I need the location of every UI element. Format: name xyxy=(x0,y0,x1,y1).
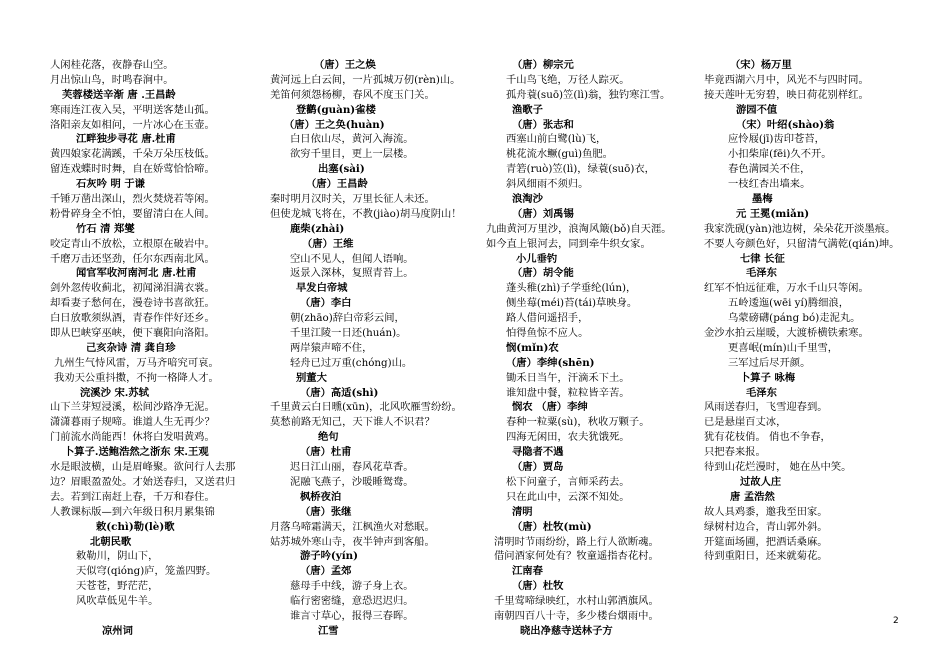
poem-heading: 晓出净慈寺送林子方 xyxy=(520,624,613,637)
poem-line: 人教课标版—到六年级日积月累集锦 xyxy=(50,505,215,518)
poem-heading: 寻隐者不遇 xyxy=(512,446,564,459)
poem-line: 千山鸟飞绝，万径人踪灭。 xyxy=(506,73,630,86)
poem-heading: 出塞(sài) xyxy=(318,163,365,176)
poem-line: 欲穷千里目，更上一层楼。 xyxy=(290,148,414,161)
poem-line xyxy=(50,609,268,624)
column-1 xyxy=(50,58,268,639)
poem-line: 姑苏城外寒山寺，夜半钟声到客船。 xyxy=(270,535,435,548)
poem-line: 空山不见人，但闻人语响。 xyxy=(290,252,414,265)
poem-heading: 北朝民歌 xyxy=(90,535,132,548)
poem-heading: 元 王冕(miǎn) xyxy=(736,207,810,220)
poem-heading: （宋）叶绍(shào)翁 xyxy=(736,118,835,131)
poem-line: 五岭逶迤(wēi yí)腾细浪， xyxy=(728,297,849,310)
poem-line: 泥融飞燕子，沙暖睡鸳鸯。 xyxy=(290,475,414,488)
poem-line: 锄禾日当午，汗滴禾下土。 xyxy=(506,371,630,384)
poem-line: 人闲桂花落，夜静春山空。 xyxy=(50,59,174,71)
poem-line: 临行密密缝，意恐迟迟归。 xyxy=(290,595,414,608)
poem-line: 敕勒川，阴山下， xyxy=(76,550,159,563)
poem-heading: 浣溪沙 宋.苏轼 xyxy=(80,386,149,399)
poem-line: 返景入深林，复照青苔上。 xyxy=(290,267,414,280)
poem-line: 春种一粒粟(sù)，秋收万颗子。 xyxy=(506,416,650,429)
poem-heading: 卜算子 咏梅 xyxy=(740,371,796,384)
poem-heading: 别董大 xyxy=(296,371,327,384)
poem-heading: （唐）胡令能 xyxy=(512,267,574,280)
poem-heading: 早发白帝城 xyxy=(296,282,348,295)
poem-line: 如今直上银河去，同到牵牛织女家。 xyxy=(486,237,651,250)
poem-line: 谁言寸草心，报得三春晖。 xyxy=(290,609,414,622)
poem-heading: 七律 长征 xyxy=(740,252,785,265)
poem-heading: 闻官军收河南河北 唐.杜甫 xyxy=(76,267,197,280)
poem-heading: （宋）杨万里 xyxy=(730,59,792,71)
poem-line: 两岸猿声啼不住， xyxy=(290,341,373,354)
poem-heading: （唐）李白 xyxy=(300,297,352,310)
poem-line: 只把春来报。 xyxy=(704,446,766,459)
column-2 xyxy=(270,58,488,639)
poem-heading: （唐）刘禹锡 xyxy=(512,207,574,220)
poem-heading: （唐）孟郊 xyxy=(300,565,352,578)
poem-line: 留连戏蝶时时舞，自在娇莺恰恰啼。 xyxy=(50,163,215,176)
poem-heading: 浪淘沙 xyxy=(512,193,543,206)
poem-line: 桃花流水鳜(guì)鱼肥。 xyxy=(506,148,613,161)
poem-line: 洛阳亲友如相问，一片冰心在玉壶。 xyxy=(50,118,215,131)
poem-line: 门前流水尚能西！休将白发唱黄鸡。 xyxy=(50,431,215,444)
poem-line: 黄河远上白云间，一片孤城万仞(rèn)山。 xyxy=(270,73,461,86)
poem-line: 咬定青山不放松，立根原在破岩中。 xyxy=(50,237,215,250)
column-4 xyxy=(704,58,922,564)
poem-heading: 芙蓉楼送辛渐 唐 .王昌龄 xyxy=(62,88,176,101)
poem-heading: （唐）张志和 xyxy=(512,118,574,131)
poem-heading: 敕(chì)勒(lè)歌 xyxy=(96,520,175,533)
poem-line: 千里黄云白日曛(xūn)，北风吹雁雪纷纷。 xyxy=(270,401,462,414)
poem-heading: 己亥杂诗 清 龚自珍 xyxy=(86,341,176,354)
poem-line: 只在此山中，云深不知处。 xyxy=(506,490,630,503)
poem-heading: 卜算子.送鲍浩然之浙东 宋.王观 xyxy=(64,446,209,459)
poem-heading: 悯农 （唐）李绅 xyxy=(512,401,588,414)
column-3 xyxy=(486,58,704,639)
poem-line: 粉骨碎身全不怕，要留清白在人间。 xyxy=(50,207,215,220)
poem-line: 去。若到江南赶上春，千万和春住。 xyxy=(50,490,215,503)
poem-heading: 墨梅 xyxy=(752,193,773,206)
poem-line: 路人借问遥招手， xyxy=(506,312,589,325)
poem-line: 南朝四百八十寺，多少楼台烟雨中。 xyxy=(494,609,659,622)
poem-heading: （唐）杜牧(mù) xyxy=(512,520,592,533)
poem-line: 不要人夸颜色好，只留清气满乾(qián)坤。 xyxy=(704,237,900,250)
poem-line: 水是眼波横，山是眉峰聚。欲问行人去那 xyxy=(50,461,236,474)
poem-line: 白日依山尽，黄河入海流。 xyxy=(290,133,414,146)
poem-line: 一枝红杏出墙来。 xyxy=(728,178,811,191)
poem-line: 但使龙城飞将在，不教(jiào)胡马度阴山！ xyxy=(270,207,462,220)
poem-line: 黄四娘家花满蹊，千朵万朵压枝低。 xyxy=(50,148,215,161)
poem-line: 羌笛何须怨杨柳，春风不度玉门关。 xyxy=(270,88,435,101)
poem-line: 乌蒙磅礴(páng bó)走泥丸。 xyxy=(728,312,861,325)
poem-heading: 悯(mǐn)农 xyxy=(506,341,559,354)
poem-line: 松下问童子，言师采药去。 xyxy=(506,475,630,488)
poem-heading: 枫桥夜泊 xyxy=(300,490,342,503)
poem-line: 潇潇暮雨子规啼。谁道人生无再少？ xyxy=(50,416,215,429)
poem-line: 月落乌啼霜满天，江枫渔火对愁眠。 xyxy=(270,520,435,533)
poem-line: 春色满园关不住， xyxy=(728,163,811,176)
poem-line: 迟日江山丽，春风花草香。 xyxy=(290,461,414,474)
poem-line: 九州生气恃风雷，万马齐喑究可哀。 xyxy=(54,356,219,369)
poem-heading: 小儿垂钓 xyxy=(516,252,558,265)
poem-line: 白日放歌须纵酒，青春作伴好还乡。 xyxy=(50,312,215,325)
poem-heading: （唐）张继 xyxy=(300,505,352,518)
poem-line: 朝(zhāo)辞白帝彩云间， xyxy=(290,312,405,325)
poem-heading: （唐）李绅(shēn) xyxy=(506,356,595,369)
poem-heading: 清明 xyxy=(512,505,533,518)
poem-heading: 绝句 xyxy=(318,431,339,444)
poem-line: 开筵面场圃，把酒话桑麻。 xyxy=(704,535,828,548)
poem-line: 四海无闲田，农夫犹饿死。 xyxy=(506,431,630,444)
poem-line: 借问酒家何处有？牧童遥指杏花村。 xyxy=(494,550,659,563)
poem-line: 怕得鱼惊不应人。 xyxy=(506,327,589,340)
poem-line: 毕竟西湖六月中，风光不与四时同。 xyxy=(704,73,869,86)
poem-line: 孤舟蓑(suō)笠(lì)翁，独钓寒江雪。 xyxy=(506,88,671,101)
poem-line: 莫愁前路无知己，天下谁人不识君？ xyxy=(270,416,435,429)
poem-heading: 江雪 xyxy=(318,624,339,637)
poem-heading: 游子吟(yín) xyxy=(300,550,359,563)
poem-line: 天苍苍，野茫茫， xyxy=(76,580,159,593)
poem-line: 轻舟已过万重(chóng)山。 xyxy=(290,356,413,369)
poem-line: 青箬(ruò)笠(lì)，绿蓑(suō)衣， xyxy=(506,163,655,176)
poem-line: 小扣柴扉(fēi)久不开。 xyxy=(728,148,832,161)
poem-line: 应怜屐(jī)齿印苍苔， xyxy=(728,133,825,146)
poem-heading: 江南春 xyxy=(512,565,543,578)
poem-line: 山下兰芽短浸溪，松间沙路净无泥。 xyxy=(50,401,215,414)
poem-line: 斜风细雨不须归。 xyxy=(506,178,589,191)
poem-line: 已是悬崖百丈冰， xyxy=(704,416,787,429)
poem-line: 千里莺啼绿映红，水村山郭酒旗风。 xyxy=(494,595,659,608)
poem-line: 寒雨连江夜入吴，平明送客楚山孤。 xyxy=(50,103,215,116)
poem-line: 西塞山前白鹭(lù)飞， xyxy=(506,133,607,146)
poem-heading: 唐 孟浩然 xyxy=(730,490,775,503)
poem-heading: （唐）杜甫 xyxy=(300,446,352,459)
poem-heading: （唐）王之奂(huàn) xyxy=(284,118,385,131)
poem-line: 九曲黄河万里沙，浪淘风簸(bǒ)自天涯。 xyxy=(486,222,672,235)
poem-line: 即从巴峡穿巫峡，便下襄阳向洛阳。 xyxy=(50,327,215,340)
poem-line: 清明时节雨纷纷，路上行人欲断魂。 xyxy=(494,535,659,548)
poem-heading: （唐）柳宗元 xyxy=(512,59,574,71)
poem-line: 却看妻子愁何在，漫卷诗书喜欲狂。 xyxy=(50,297,215,310)
poem-heading: （唐）王维 xyxy=(302,237,354,250)
poem-line: 我家洗砚(yàn)池边树，朵朵花开淡墨痕。 xyxy=(704,222,896,235)
poem-line: 金沙水拍云崖暖，大渡桥横铁索寒。 xyxy=(704,327,869,340)
poem-line: 月出惊山鸟，时鸣春涧中。 xyxy=(50,73,174,86)
poem-line: 三军过后尽开颜。 xyxy=(728,356,811,369)
poem-heading: 过故人庄 xyxy=(740,475,782,488)
poem-line: 剑外忽传收蓟北，初闻涕泪满衣裳。 xyxy=(50,282,215,295)
poem-line: 谁知盘中餐，粒粒皆辛苦。 xyxy=(506,386,630,399)
poem-line: 犹有花枝俏。 俏也不争春， xyxy=(704,431,831,444)
poem-line: 绿树村边合，青山郭外斜。 xyxy=(704,520,828,533)
poem-heading: （唐）贾岛 xyxy=(512,461,564,474)
poem-heading: （唐）高适(shì) xyxy=(300,386,379,399)
poem-heading: 石灰吟 明 于谦 xyxy=(76,178,145,191)
poem-heading: 毛泽东 xyxy=(746,386,777,399)
poem-line: 风吹草低见牛羊。 xyxy=(76,595,159,608)
poem-heading: 江畔独步寻花 唐.杜甫 xyxy=(76,133,176,146)
poem-line: 我劝天公重抖擞，不拘一格降人才。 xyxy=(54,371,219,384)
poem-heading: 鹿柴(zhài) xyxy=(290,222,345,235)
poem-heading: （唐）王之焕 xyxy=(314,59,376,71)
poem-line: 侧坐莓(méi)苔(tái)草映身。 xyxy=(506,297,638,310)
poem-line: 故人具鸡黍，邀我至田家。 xyxy=(704,505,828,518)
poem-heading: 毛泽东 xyxy=(746,267,777,280)
poem-line: 秦时明月汉时关，万里长征人未还。 xyxy=(270,193,435,206)
poem-line: 待到重阳日，还来就菊花。 xyxy=(704,550,828,563)
poem-heading: 渔歌子 xyxy=(512,103,543,116)
poem-heading: （唐）杜牧 xyxy=(512,580,564,593)
poem-line: 天似穹(qióng)庐，笼盖四野。 xyxy=(76,565,217,578)
poem-line: 千锤万凿出深山，烈火焚烧若等闲。 xyxy=(50,193,215,206)
poem-heading: 竹石 清 郑燮 xyxy=(76,222,135,235)
poem-line: 蓬头稚(zhì)子学垂纶(lún)， xyxy=(506,282,637,295)
poem-line: 待到山花烂漫时， 她在丛中笑。 xyxy=(704,461,852,474)
poem-line: 更喜岷(mín)山千里雪， xyxy=(728,341,839,354)
poem-heading: 凉州词 xyxy=(102,624,133,637)
poem-line: 慈母手中线，游子身上衣。 xyxy=(290,580,414,593)
poem-heading: 游园不值 xyxy=(736,103,778,116)
poem-line: 千磨万击还坚劲，任尔东西南北风。 xyxy=(50,252,215,265)
poem-line: 红军不怕远征难，万水千山只等闲。 xyxy=(704,282,869,295)
page-number: 2 xyxy=(893,616,899,626)
poem-line: 千里江陵一日还(huán)。 xyxy=(290,327,407,340)
poem-line: 边？眉眼盈盈处。才始送春归，又送君归 xyxy=(50,475,236,488)
poem-line: 接天莲叶无穷碧，映日荷花别样红。 xyxy=(704,88,869,101)
poem-line: 风雨送春归，飞雪迎春到。 xyxy=(704,401,828,414)
poem-heading: （唐）王昌龄 xyxy=(306,178,368,191)
poem-heading: 登鹳(guàn)雀楼 xyxy=(296,103,376,116)
